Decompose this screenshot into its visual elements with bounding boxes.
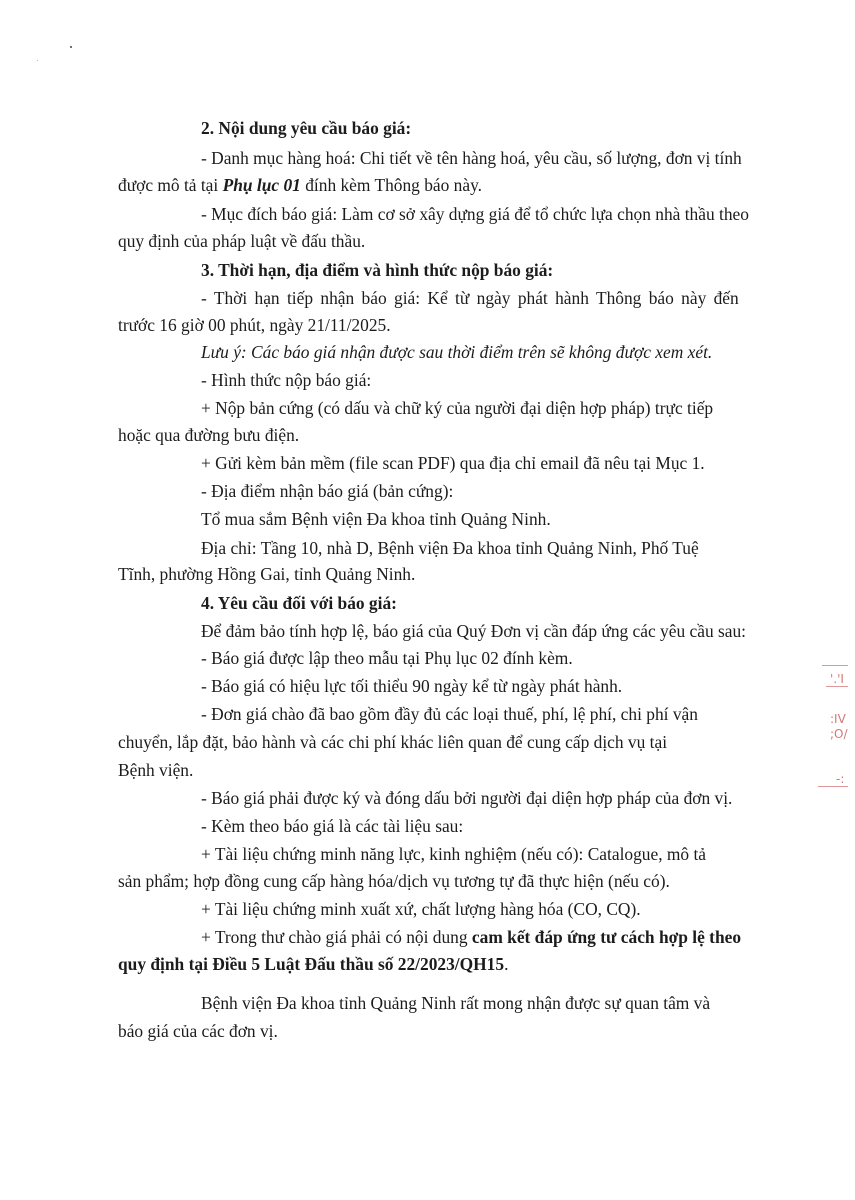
scan-speck (37, 60, 38, 61)
submission-form-1-line-2: hoặc qua đường bưu điện. (118, 425, 300, 445)
requirement-1: - Báo giá được lập theo mẫu tại Phụ lục 02 đính kèm. (201, 648, 573, 668)
deadline-note: Lưu ý: Các báo giá nhận được sau thời điểm trên sẽ không được xem xét. (201, 342, 713, 362)
text-run: + Trong thư chào giá phải có nội dung (201, 927, 472, 947)
text-run: đính kèm Thông báo này. (300, 175, 482, 195)
section-4-heading: 4. Yêu cầu đối với báo giá: (201, 593, 397, 613)
deadline-line-1: - Thời hạn tiếp nhận báo giá: Kể từ ngày phát hành Thông báo này đến (201, 288, 739, 308)
requirement-3-line-3: Bệnh viện. (118, 760, 194, 780)
stamp-edge-line (822, 665, 848, 666)
section-2-item-2-line-1: - Mục đích báo giá: Làm cơ sở xây dựng giá để tổ chức lựa chọn nhà thầu theo (201, 204, 749, 224)
stamp-text-fragment: :IV (830, 712, 846, 726)
submission-form-2: + Gửi kèm bản mềm (file scan PDF) qua địa chỉ email đã nêu tại Mục 1. (201, 453, 705, 473)
attachment-1-line-1: + Tài liệu chứng minh năng lực, kinh nghiệm (nếu có): Catalogue, mô tả (201, 844, 707, 864)
section-2-item-1-line-2 (118, 174, 482, 196)
stamp-edge-line (818, 786, 848, 787)
stamp-edge-line (826, 686, 848, 687)
requirement-4: - Báo giá phải được ký và đóng dấu bởi người đại diện hợp pháp của đơn vị. (201, 788, 733, 808)
closing-line-2: báo giá của các đơn vị. (118, 1021, 278, 1041)
requirement-3-line-1: - Đơn giá chào đã bao gồm đầy đủ các loại thuế, phí, lệ phí, chi phí vận (201, 704, 698, 724)
attachment-3-line-1 (201, 926, 741, 948)
requirement-2: - Báo giá có hiệu lực tối thiểu 90 ngày kể từ ngày phát hành. (201, 676, 623, 696)
requirement-3-line-2: chuyển, lắp đặt, bảo hành và các chi phí khác liên quan để cung cấp dịch vụ tại (118, 732, 668, 752)
location-name: Tổ mua sắm Bệnh viện Đa khoa tỉnh Quảng Ninh. (201, 509, 551, 529)
submission-form-1-line-1: + Nộp bản cứng (có dấu và chữ ký của người đại diện hợp pháp) trực tiếp (201, 398, 714, 418)
law-reference: quy định tại Điều 5 Luật Đấu thầu số 22/2023/QH15 (118, 954, 505, 974)
closing-line-1: Bệnh viện Đa khoa tỉnh Quảng Ninh rất mong nhận được sự quan tâm và (201, 993, 711, 1013)
stamp-text-fragment: '.'I (830, 672, 844, 686)
appendix-01-reference: Phụ lục 01 (222, 175, 301, 195)
location-heading: - Địa điểm nhận báo giá (bản cứng): (201, 481, 454, 501)
section-3-heading: 3. Thời hạn, địa điểm và hình thức nộp báo giá: (201, 260, 554, 280)
stamp-text-fragment: ;O/ (830, 727, 848, 741)
scan-speck (70, 46, 72, 48)
section-2-item-1-line-1: - Danh mục hàng hoá: Chi tiết về tên hàng hoá, yêu cầu, số lượng, đơn vị tính (201, 148, 742, 168)
requirements-intro: Để đảm bảo tính hợp lệ, báo giá của Quý Đơn vị cần đáp ứng các yêu cầu sau: (201, 621, 747, 641)
commitment-text: cam kết đáp ứng tư cách hợp lệ theo (471, 927, 742, 947)
section-2-item-2-line-2: quy định của pháp luật về đấu thầu. (118, 231, 366, 251)
attachment-1-line-2: sản phẩm; hợp đồng cung cấp hàng hóa/dịch vụ tương tự đã thực hiện (nếu có). (118, 871, 670, 891)
stamp-text-fragment: -: (836, 772, 845, 786)
submission-form-heading: - Hình thức nộp báo giá: (201, 370, 372, 390)
address-line-2: Tĩnh, phường Hồng Gai, tỉnh Quảng Ninh. (118, 564, 416, 584)
text-run: . (504, 954, 509, 974)
attachment-3-line-2 (118, 953, 508, 975)
address-line-1: Địa chỉ: Tầng 10, nhà D, Bệnh viện Đa khoa tỉnh Quảng Ninh, Phố Tuệ (201, 538, 699, 558)
attachment-2: + Tài liệu chứng minh xuất xứ, chất lượng hàng hóa (CO, CQ). (201, 899, 641, 919)
text-run: được mô tả tại (118, 175, 223, 195)
deadline-line-2: trước 16 giờ 00 phút, ngày 21/11/2025. (118, 315, 391, 335)
requirement-5: - Kèm theo báo giá là các tài liệu sau: (201, 816, 464, 836)
section-2-heading: 2. Nội dung yêu cầu báo giá: (201, 118, 412, 138)
